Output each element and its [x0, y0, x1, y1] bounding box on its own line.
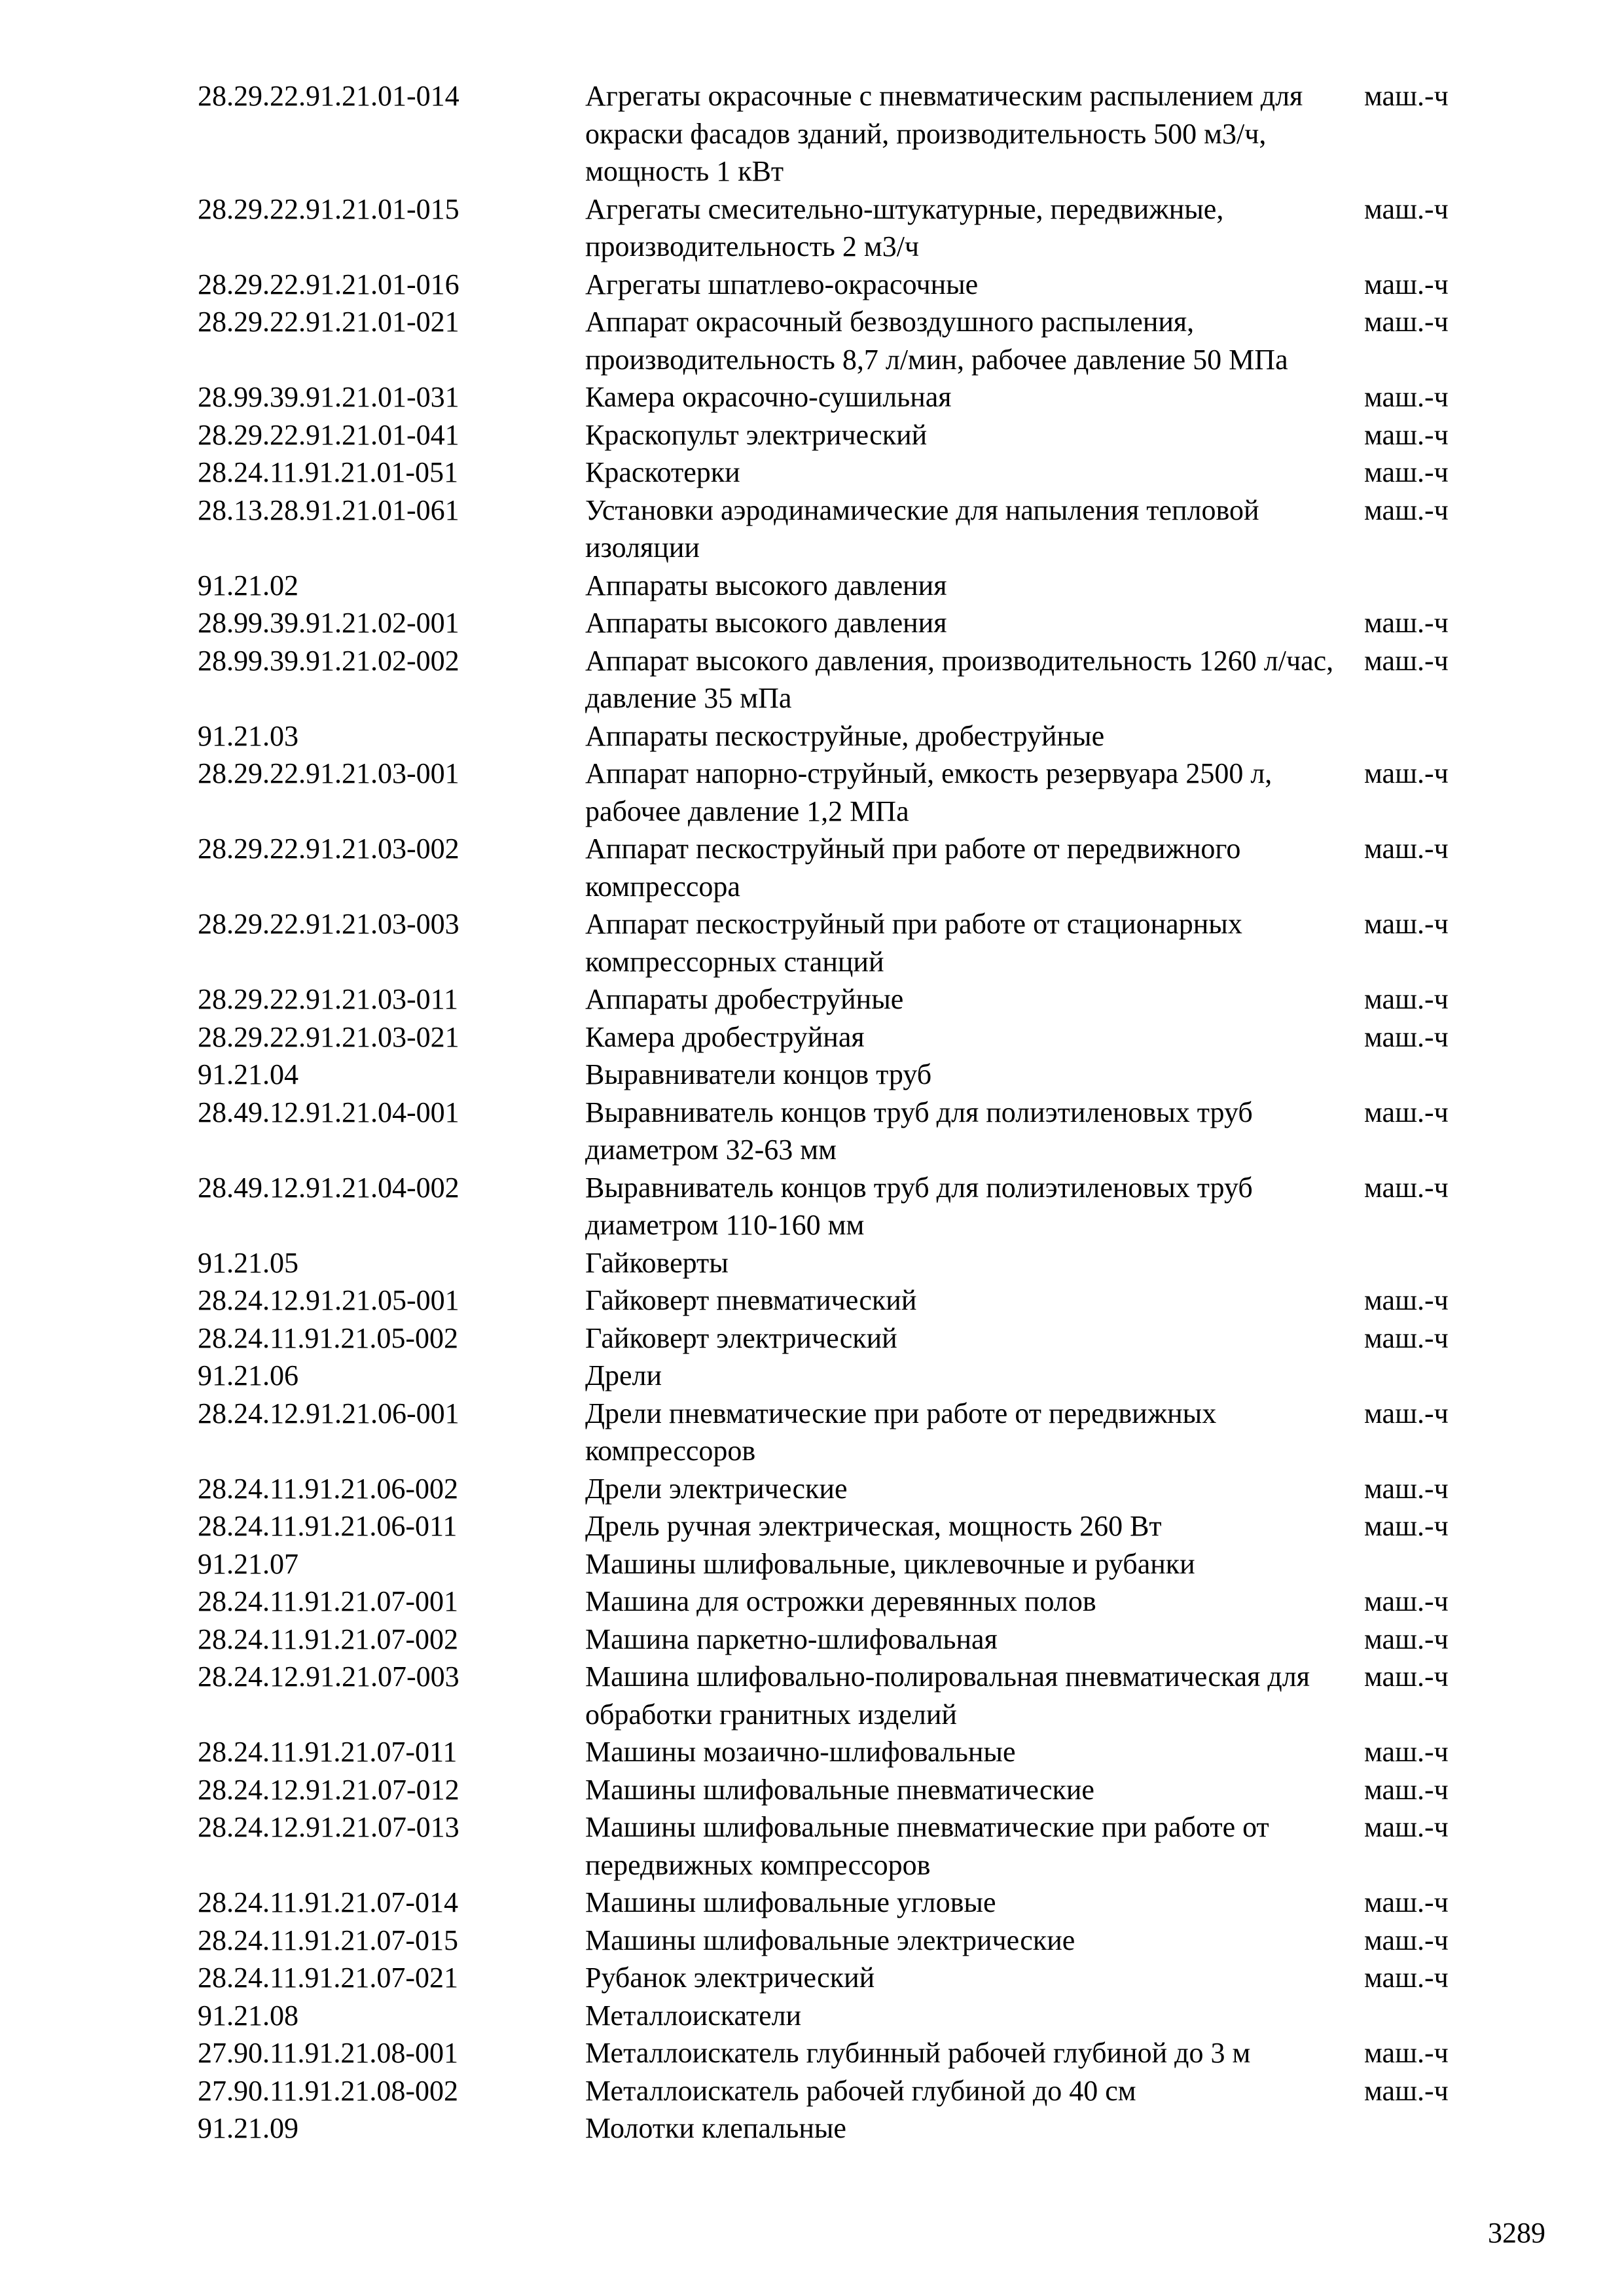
resource-code: 28.99.39.91.21.02-002: [198, 644, 460, 677]
resource-name: Молотки клепальные: [585, 2112, 846, 2144]
table-row: [198, 1395, 1481, 1470]
table-row: [198, 1319, 1481, 1357]
table-row: [198, 642, 1481, 717]
resource-name: Гайковерт электрический: [585, 1321, 897, 1354]
table-row: [198, 416, 1481, 454]
table-row: [198, 454, 1481, 492]
resource-code: 28.29.22.91.21.03-021: [198, 1020, 460, 1053]
table-row: [198, 1094, 1481, 1169]
resource-code: 28.24.12.91.21.06-001: [198, 1397, 460, 1429]
resource-unit: маш.-ч: [1364, 418, 1449, 451]
resource-unit: маш.-ч: [1364, 833, 1449, 865]
table-row: [198, 830, 1481, 905]
resource-code: 91.21.09: [198, 2112, 298, 2144]
table-row: [198, 303, 1481, 378]
resource-name: Машины шлифовальные угловые: [585, 1886, 996, 1918]
resource-code: 28.24.11.91.21.07-011: [198, 1736, 458, 1768]
resource-name: Аппарат высокого давления, производительность 1260 л/час, давление 35 мПа: [585, 644, 1334, 714]
table-row: [198, 2072, 1481, 2110]
table-row: [198, 755, 1481, 830]
resource-unit: маш.-ч: [1364, 1171, 1449, 1204]
table-row: [198, 980, 1481, 1018]
resource-code: 28.24.11.91.21.07-002: [198, 1623, 459, 1655]
resource-unit: маш.-ч: [1364, 1472, 1449, 1505]
resource-name: Машины мозаично-шлифовальные: [585, 1736, 1016, 1768]
resource-unit: маш.-ч: [1364, 908, 1449, 940]
table-row: [198, 1658, 1481, 1733]
resource-code: 28.24.12.91.21.07-012: [198, 1773, 460, 1806]
resource-name: Дрели: [585, 1359, 662, 1391]
resource-unit: маш.-ч: [1364, 1623, 1449, 1655]
table-row: [198, 905, 1481, 980]
resource-unit: маш.-ч: [1364, 268, 1449, 300]
resource-code: 28.29.22.91.21.03-003: [198, 908, 460, 940]
resource-code: 28.29.22.91.21.01-016: [198, 268, 460, 300]
resource-code: 28.24.12.91.21.07-013: [198, 1811, 460, 1843]
table-row: [198, 1357, 1481, 1395]
resource-unit: маш.-ч: [1364, 983, 1449, 1015]
page-number: 3289: [1488, 2217, 1545, 2249]
table-row: [198, 1959, 1481, 1997]
resource-name: Аппарат пескоструйный при работе от передвижного компрессора: [585, 833, 1241, 903]
resource-unit: маш.-ч: [1364, 1962, 1449, 1994]
resource-name: Дрели пневматические при работе от передвижных компрессоров: [585, 1397, 1217, 1467]
resource-code: 28.24.12.91.21.07-003: [198, 1660, 460, 1693]
resource-name: Аппараты высокого давления: [585, 607, 947, 639]
resource-name: Камера дробеструйная: [585, 1020, 865, 1053]
resource-unit: маш.-ч: [1364, 757, 1449, 789]
table-row: [198, 1018, 1481, 1056]
resource-code: 28.99.39.91.21.01-031: [198, 381, 460, 413]
resource-unit: маш.-ч: [1364, 493, 1449, 526]
resource-name: Машины шлифовальные пневматические при работе от передвижных компрессоров: [585, 1811, 1269, 1881]
resource-unit: маш.-ч: [1364, 1284, 1449, 1316]
table-row: [198, 717, 1481, 755]
resource-name: Машина для острожки деревянных полов: [585, 1585, 1096, 1617]
resource-name: Гайковерты: [585, 1246, 729, 1279]
resource-unit: маш.-ч: [1364, 1773, 1449, 1806]
resource-code: 91.21.08: [198, 1999, 298, 2032]
resource-code: 28.24.11.91.21.01-051: [198, 456, 459, 488]
resource-name: Металлоискатель глубинный рабочей глубиной до 3 м: [585, 2037, 1251, 2069]
resource-name: Выравниватель концов труб для полиэтиленовых труб диаметром 110-160 мм: [585, 1171, 1253, 1241]
resource-code: 28.29.22.91.21.03-002: [198, 833, 460, 865]
table-row: [198, 1621, 1481, 1659]
resource-code: 28.29.22.91.21.01-041: [198, 418, 460, 451]
table-row: [198, 604, 1481, 642]
resource-unit: маш.-ч: [1364, 1321, 1449, 1354]
resource-name: Гайковерт пневматический: [585, 1284, 917, 1316]
resource-name: Аппараты дробеструйные: [585, 983, 904, 1015]
resource-name: Установки аэродинамические для напыления тепловой изоляции: [585, 493, 1259, 564]
resource-code: 28.29.22.91.21.01-014: [198, 80, 460, 112]
resource-name: Аппарат напорно-струйный, емкость резервуара 2500 л, рабочее давление 1,2 МПа: [585, 757, 1272, 827]
resource-unit: маш.-ч: [1364, 2074, 1449, 2107]
resource-code: 28.99.39.91.21.02-001: [198, 607, 460, 639]
resource-table: [198, 77, 1481, 2147]
resource-unit: маш.-ч: [1364, 1736, 1449, 1768]
table-row: [198, 1583, 1481, 1621]
resource-code: 28.24.11.91.21.06-011: [198, 1510, 458, 1542]
resource-name: Дрели электрические: [585, 1472, 848, 1505]
table-row: [198, 266, 1481, 304]
resource-unit: маш.-ч: [1364, 607, 1449, 639]
table-row: [198, 1282, 1481, 1319]
table-row: [198, 1470, 1481, 1508]
table-row: [198, 1771, 1481, 1809]
resource-name: Машина шлифовально-полировальная пневматическая для обработки гранитных изделий: [585, 1660, 1310, 1731]
resource-code: 91.21.02: [198, 569, 298, 601]
resource-name: Машины шлифовальные, циклевочные и рубанки: [585, 1547, 1195, 1580]
table-row: [198, 77, 1481, 190]
resource-unit: маш.-ч: [1364, 2037, 1449, 2069]
resource-code: 28.24.11.91.21.07-021: [198, 1962, 459, 1994]
resource-name: Агрегаты смесительно-штукатурные, передвижные, производительность 2 м3/ч: [585, 192, 1224, 262]
resource-name: Краскопульт электрический: [585, 418, 928, 451]
resource-unit: маш.-ч: [1364, 644, 1449, 677]
table-row: [198, 378, 1481, 416]
resource-name: Машина паркетно-шлифовальная: [585, 1623, 998, 1655]
table-row: [198, 1808, 1481, 1884]
resource-name: Металлоискатель рабочей глубиной до 40 см: [585, 2074, 1136, 2107]
resource-unit: маш.-ч: [1364, 381, 1449, 413]
resource-code: 91.21.04: [198, 1058, 298, 1090]
resource-name: Аппараты высокого давления: [585, 569, 947, 601]
resource-unit: маш.-ч: [1364, 1811, 1449, 1843]
table-row: [198, 1244, 1481, 1282]
resource-unit: маш.-ч: [1364, 1510, 1449, 1542]
table-row: [198, 492, 1481, 567]
resource-code: 28.29.22.91.21.03-001: [198, 757, 460, 789]
resource-code: 91.21.06: [198, 1359, 298, 1391]
resource-code: 27.90.11.91.21.08-002: [198, 2074, 459, 2107]
table-row: [198, 1056, 1481, 1094]
table-row: [198, 1169, 1481, 1244]
resource-name: Дрель ручная электрическая, мощность 260 Вт: [585, 1510, 1162, 1542]
resource-code: 28.29.22.91.21.01-015: [198, 192, 460, 225]
resource-unit: маш.-ч: [1364, 1397, 1449, 1429]
resource-code: 27.90.11.91.21.08-001: [198, 2037, 459, 2069]
resource-unit: маш.-ч: [1364, 1660, 1449, 1693]
table-row: [198, 1733, 1481, 1771]
resource-code: 28.29.22.91.21.01-021: [198, 306, 460, 338]
resource-name: Аппарат окрасочный безвоздушного распыления, производительность 8,7 л/мин, рабочее давление 50 МПа: [585, 306, 1288, 376]
resource-name: Машины шлифовальные электрические: [585, 1924, 1075, 1956]
resource-code: 91.21.03: [198, 719, 298, 752]
resource-code: 91.21.07: [198, 1547, 298, 1580]
resource-code: 28.24.11.91.21.06-002: [198, 1472, 459, 1505]
resource-name: Краскотерки: [585, 456, 740, 488]
resource-code: 28.24.11.91.21.07-015: [198, 1924, 459, 1956]
resource-code: 28.29.22.91.21.03-011: [198, 983, 459, 1015]
table-row: [198, 567, 1481, 605]
resource-unit: маш.-ч: [1364, 1886, 1449, 1918]
resource-unit: маш.-ч: [1364, 1924, 1449, 1956]
table-row: [198, 2034, 1481, 2072]
resource-unit: маш.-ч: [1364, 306, 1449, 338]
resource-name: Выравниватели концов труб: [585, 1058, 932, 1090]
resource-code: 91.21.05: [198, 1246, 298, 1279]
resource-code: 28.24.11.91.21.05-002: [198, 1321, 459, 1354]
resource-name: Агрегаты окрасочные с пневматическим распылением для окраски фасадов зданий, производительность 500 м3/ч, мощность 1 кВт: [585, 80, 1303, 187]
resource-name: Металлоискатели: [585, 1999, 802, 2032]
resource-name: Рубанок электрический: [585, 1962, 875, 1994]
table-row: [198, 2109, 1481, 2147]
table-row: [198, 1545, 1481, 1583]
table-row: [198, 190, 1481, 266]
resource-name: Камера окрасочно-сушильная: [585, 381, 952, 413]
resource-name: Аппараты пескоструйные, дробеструйные: [585, 719, 1105, 752]
resource-code: 28.24.12.91.21.05-001: [198, 1284, 460, 1316]
resource-code: 28.49.12.91.21.04-001: [198, 1096, 460, 1128]
table-row: [198, 1997, 1481, 2035]
resource-code: 28.24.11.91.21.07-001: [198, 1585, 459, 1617]
resource-name: Агрегаты шпатлево-окрасочные: [585, 268, 979, 300]
resource-unit: маш.-ч: [1364, 1020, 1449, 1053]
table-row: [198, 1922, 1481, 1960]
resource-name: Аппарат пескоструйный при работе от стационарных компрессорных станций: [585, 908, 1242, 978]
resource-name: Машины шлифовальные пневматические: [585, 1773, 1094, 1806]
resource-unit: маш.-ч: [1364, 1096, 1449, 1128]
resource-unit: маш.-ч: [1364, 456, 1449, 488]
table-row: [198, 1507, 1481, 1545]
resource-code: 28.24.11.91.21.07-014: [198, 1886, 459, 1918]
resource-name: Выравниватель концов труб для полиэтиленовых труб диаметром 32-63 мм: [585, 1096, 1253, 1166]
table-row: [198, 1884, 1481, 1922]
resource-code: 28.13.28.91.21.01-061: [198, 493, 460, 526]
resource-code: 28.49.12.91.21.04-002: [198, 1171, 460, 1204]
resource-unit: маш.-ч: [1364, 192, 1449, 225]
resource-unit: маш.-ч: [1364, 1585, 1449, 1617]
resource-unit: маш.-ч: [1364, 80, 1449, 112]
